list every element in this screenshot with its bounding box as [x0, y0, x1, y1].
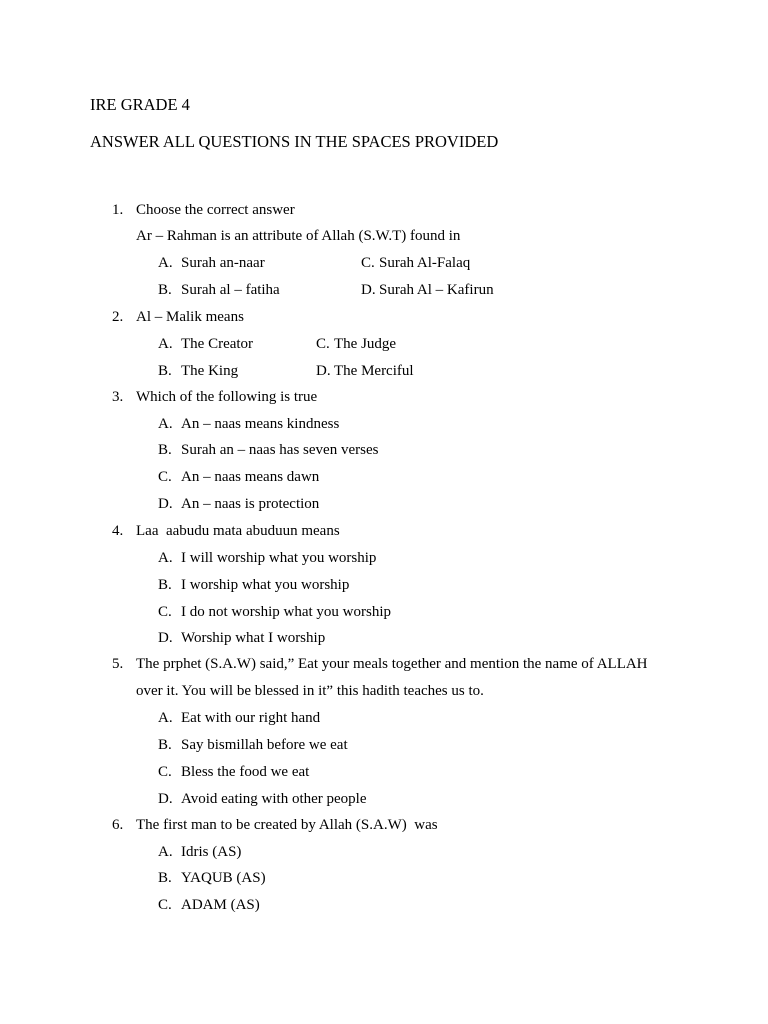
option-letter: B.	[158, 363, 172, 379]
instructions: ANSWER ALL QUESTIONS IN THE SPACES PROVIDED	[90, 132, 499, 151]
option-letter: B.	[158, 577, 172, 593]
question-number: 4.	[112, 523, 124, 539]
option-letter: C.	[158, 897, 172, 913]
option-letter: A.	[158, 710, 173, 726]
question-number: 1.	[112, 202, 124, 218]
question-text: Laa aabudu mata abuduun means	[136, 523, 340, 539]
question-number: 2.	[112, 309, 124, 325]
option-text: Say bismillah before we eat	[181, 737, 348, 753]
option-text: Surah al – fatiha	[181, 282, 280, 298]
option-text: I do not worship what you worship	[181, 604, 391, 620]
option-text: Surah an-naar	[181, 255, 265, 271]
option-text: Surah Al-Falaq	[379, 255, 471, 271]
option-text: I worship what you worship	[181, 577, 350, 593]
option-text: Avoid eating with other people	[181, 791, 367, 807]
option-letter: B.	[158, 282, 172, 298]
option-letter: D.	[158, 791, 173, 807]
option-text: Surah Al – Kafirun	[379, 282, 494, 298]
option-letter: A.	[158, 416, 173, 432]
question-number: 5.	[112, 656, 124, 672]
option-letter: C.	[316, 336, 330, 352]
option-letter: A.	[158, 550, 173, 566]
question-text: over it. You will be blessed in it” this hadith teaches us to.	[136, 683, 484, 699]
question-text: Choose the correct answer	[136, 202, 295, 218]
question-text: Which of the following is true	[136, 389, 318, 405]
option-text: ADAM (AS)	[181, 897, 260, 913]
option-text: An – naas means dawn	[181, 469, 320, 485]
question-number: 3.	[112, 389, 124, 405]
option-letter: B.	[158, 870, 172, 886]
option-letter: C.	[158, 764, 172, 780]
option-text: An – naas means kindness	[181, 416, 340, 432]
question-text: The first man to be created by Allah (S.A.W) was	[136, 817, 438, 833]
option-text: The King	[181, 363, 239, 379]
question-text: The prphet (S.A.W) said,” Eat your meals together and mention the name of ALLAH	[136, 656, 648, 672]
option-text: The Judge	[334, 336, 397, 352]
option-letter: C.	[158, 604, 172, 620]
question-text: Ar – Rahman is an attribute of Allah (S.W.T) found in	[136, 228, 461, 244]
option-text: I will worship what you worship	[181, 550, 377, 566]
option-text: Eat with our right hand	[181, 710, 321, 726]
question-number: 6.	[112, 817, 124, 833]
option-letter: A.	[158, 844, 173, 860]
option-text: YAQUB (AS)	[181, 870, 266, 886]
option-letter: D.	[158, 630, 173, 646]
option-text: Worship what I worship	[181, 630, 326, 646]
option-letter: D.	[316, 363, 331, 379]
option-text: The Merciful	[334, 363, 414, 379]
option-text: The Creator	[181, 336, 254, 352]
option-text: Bless the food we eat	[181, 764, 310, 780]
option-letter: B.	[158, 442, 172, 458]
option-letter: A.	[158, 255, 173, 271]
option-letter: C.	[361, 255, 375, 271]
option-letter: D.	[158, 496, 173, 512]
option-letter: B.	[158, 737, 172, 753]
question-text: Al – Malik means	[136, 309, 244, 325]
option-text: Idris (AS)	[181, 844, 242, 860]
option-letter: A.	[158, 336, 173, 352]
option-text: An – naas is protection	[181, 496, 320, 512]
page-title: IRE GRADE 4	[90, 95, 190, 114]
option-letter: C.	[158, 469, 172, 485]
option-letter: D.	[361, 282, 376, 298]
option-text: Surah an – naas has seven verses	[181, 442, 379, 458]
